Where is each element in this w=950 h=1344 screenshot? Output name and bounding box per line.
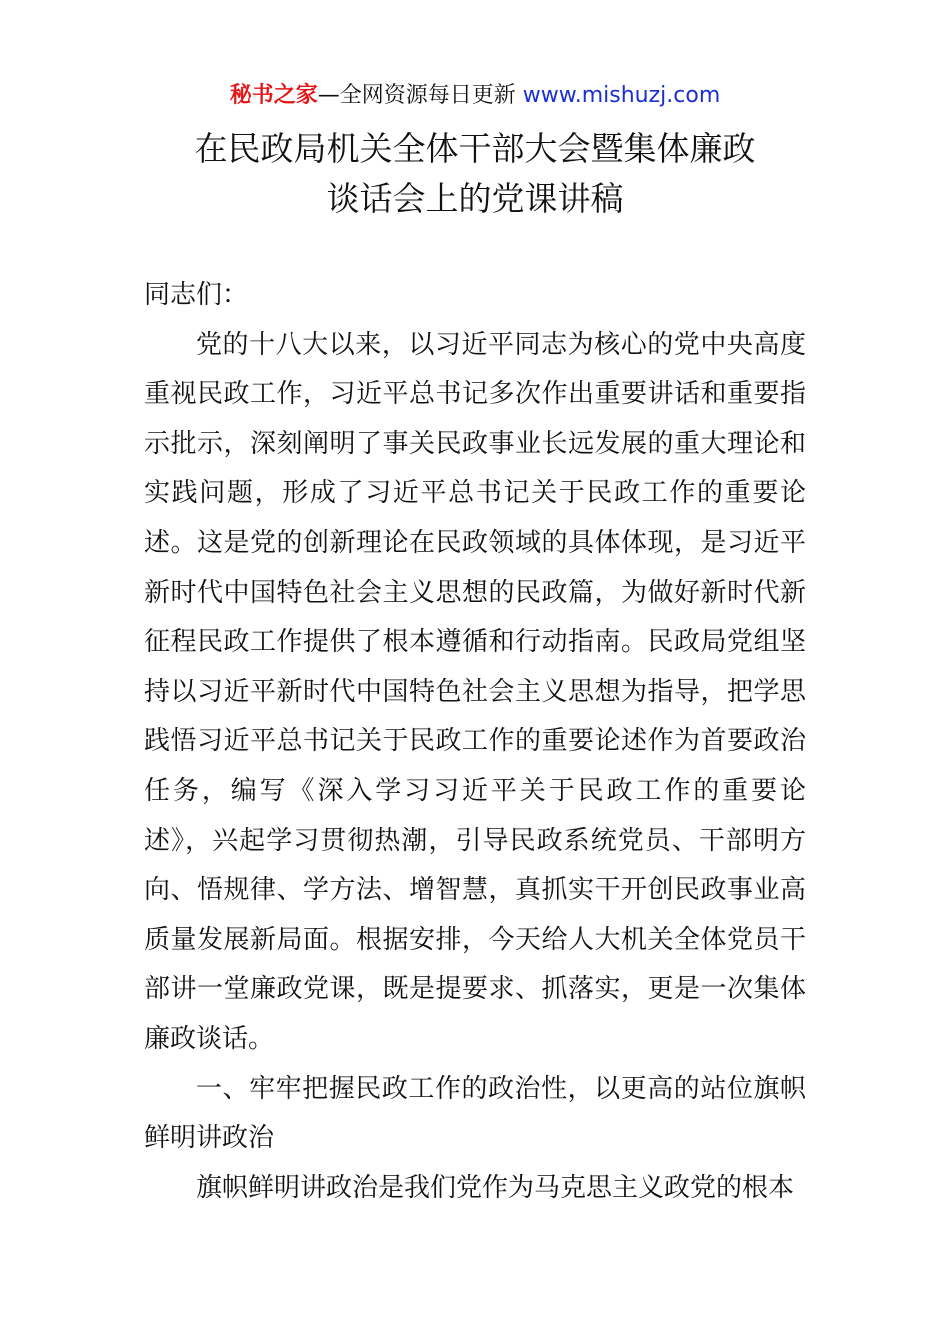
- document-title: [0, 124, 950, 224]
- body-paragraph: 旗帜鲜明讲政治是我们党作为马克思主义政党的根本: [196, 1172, 795, 1203]
- site-url-link[interactable]: www.mishuzj.com: [522, 83, 721, 108]
- salutation: 同志们：: [144, 280, 249, 310]
- title-line-1: 在民政局机关全体干部大会暨集体廉政: [194, 129, 756, 168]
- header-banner: [0, 80, 950, 112]
- section-heading: 一、牢牢把握民政工作的政治性，以更高的站位旗帜鲜明讲政治: [144, 1073, 806, 1154]
- title-line-2: 谈话会上的党课讲稿: [326, 179, 624, 218]
- header-tagline: —全网资源每日更新: [317, 83, 523, 108]
- body-paragraph: 党的十八大以来，以习近平同志为核心的党中央高度重视民政工作，习近平总书记多次作出重要讲话和重要指示批示，深刻阐明了事关民政事业长远发展的重大理论和实践问题，形成了习近平总书记关于民政工作的重要论述。这是党的创新理论在民政领域的具体体现，是习近平新时代中国特色社会主义思想的民政篇，为做好新时代新征程民政工作提供了根本遵循和行动指南。民政局党组坚持以习近平新时代中国特色社会主义思想为指导，把学思践悟习近平总书记关于民政工作的重要论述作为首要政治任务，编写《深入学习习近平关于民政工作的重要论述》，兴起学习贯彻热潮，引导民政系统党员、干部明方向、悟规律、学方法、增智慧，真抓实干开创民政事业高质量发展新局面。根据安排，今天给人大机关全体党员干部讲一堂廉政党课，既是提要求、抓落实，更是一次集体廉政谈话。: [144, 329, 806, 1054]
- brand-name: 秘书之家: [229, 83, 318, 108]
- document-body: [144, 271, 806, 1213]
